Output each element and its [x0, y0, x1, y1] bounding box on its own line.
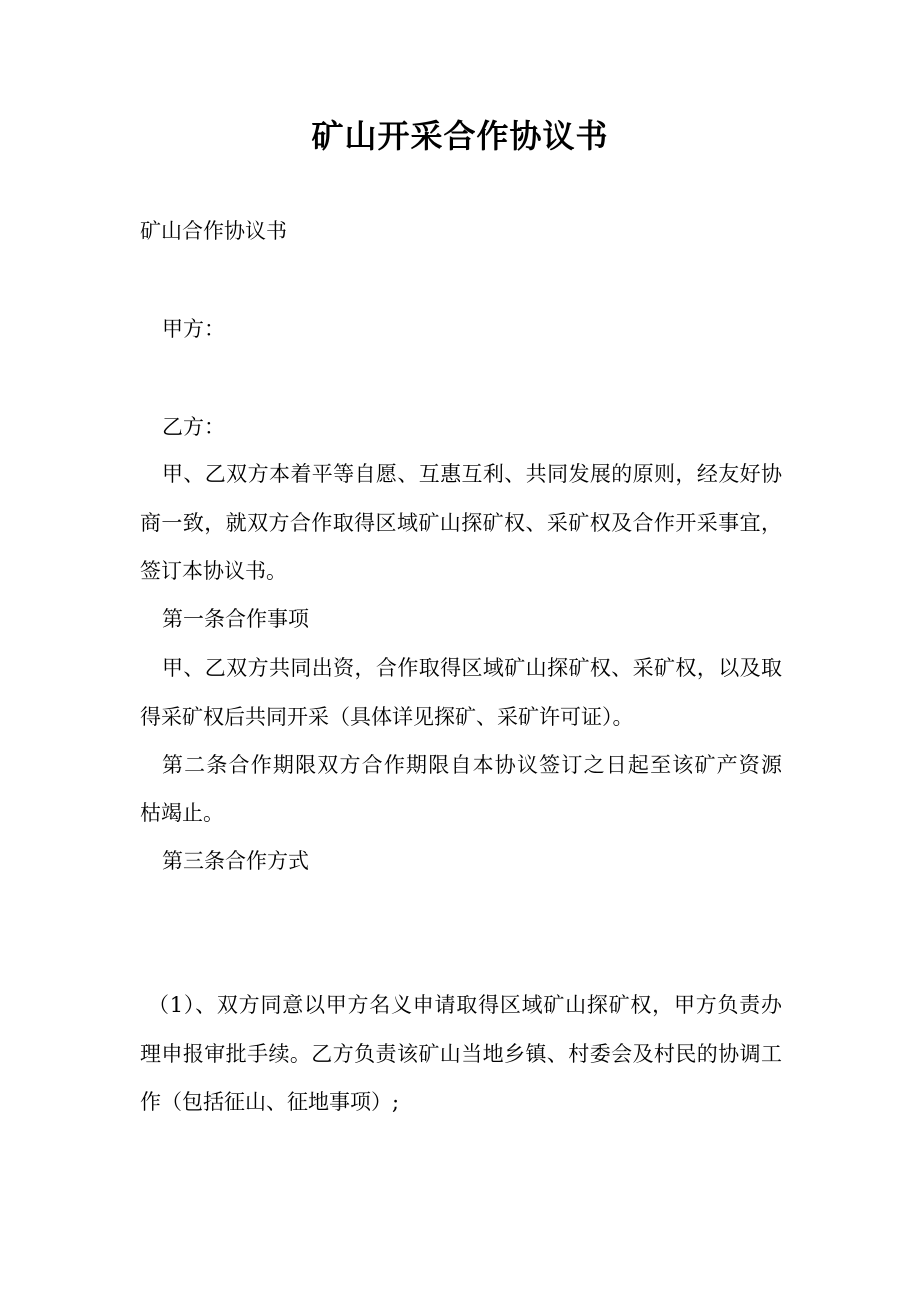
- clause-1-line-3: 作（包括征山、征地事项）;: [140, 1090, 400, 1114]
- article-1-line-2: 得采矿权后共同开采（具体详见探矿、采矿许可证）。: [140, 705, 634, 729]
- article-1-heading: 第一条合作事项: [162, 607, 309, 631]
- party-a-label: 甲方：: [162, 317, 225, 341]
- document-subtitle: 矿山合作协议书: [140, 219, 287, 243]
- article-2-line-1: 第二条合作期限双方合作期限自本协议签订之日起至该矿产资源: [162, 753, 782, 777]
- clause-1-line-2: 理申报审批手续。乙方负责该矿山当地乡镇、村委会及村民的协调工: [140, 1042, 782, 1066]
- intro-line-3: 签订本协议书。: [140, 559, 287, 583]
- intro-line-2: 商一致，就双方合作取得区域矿山探矿权、采矿权及合作开采事宜，: [140, 511, 782, 535]
- article-3-heading: 第三条合作方式: [162, 849, 309, 873]
- clause-1-line-1: （1）、双方同意以甲方名义申请取得区域矿山探矿权，甲方负责办: [148, 993, 782, 1017]
- article-2-line-2: 枯竭止。: [140, 801, 224, 825]
- intro-line-1: 甲、乙双方本着平等自愿、互惠互利、共同发展的原则，经友好协: [162, 462, 782, 486]
- document-title: 矿山开采合作协议书: [311, 117, 609, 155]
- article-1-line-1: 甲、乙双方共同出资，合作取得区域矿山探矿权、采矿权，以及取: [162, 656, 782, 680]
- party-b-label: 乙方：: [162, 415, 225, 439]
